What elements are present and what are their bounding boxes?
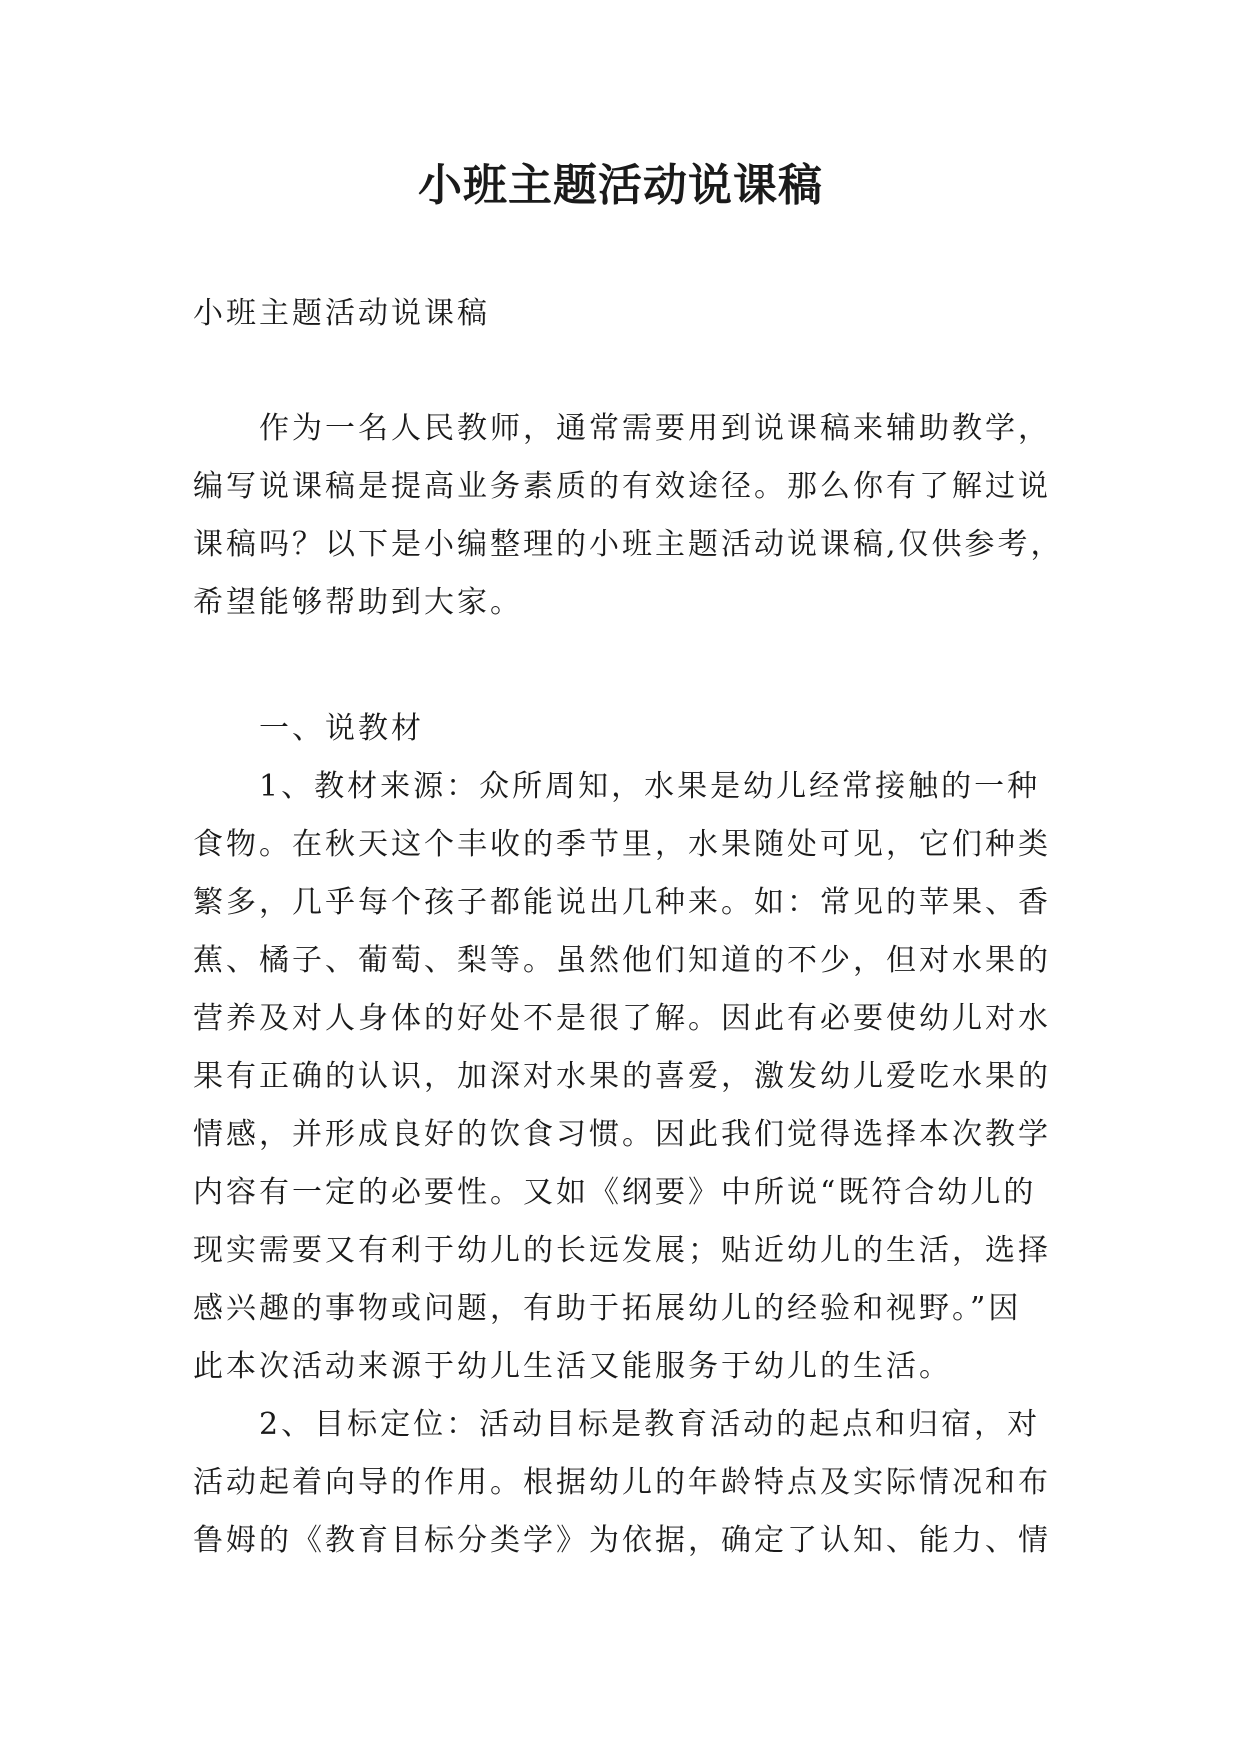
paragraph-line: 现实需要又有利于幼儿的长远发展；贴近幼儿的生活，选择	[193, 1233, 1051, 1268]
paragraph-line: 2、目标定位：活动目标是教育活动的起点和归宿，对	[193, 1407, 1041, 1442]
paragraph-line: 繁多，几乎每个孩子都能说出几种来。如：常见的苹果、香	[193, 885, 1051, 920]
document-subtitle: 小班主题活动说课稿	[193, 296, 490, 331]
paragraph-line: 活动起着向导的作用。根据幼儿的年龄特点及实际情况和布	[193, 1465, 1051, 1500]
paragraph-line: 内容有一定的必要性。又如《纲要》中所说“既符合幼儿的	[193, 1175, 1037, 1210]
paragraph-line: 营养及对人身体的好处不是很了解。因此有必要使幼儿对水	[193, 1001, 1051, 1036]
intro-line: 课稿吗？以下是小编整理的小班主题活动说课稿,仅供参考，	[193, 527, 1064, 562]
goal-positioning-paragraph	[193, 1396, 1055, 1570]
intro-line: 编写说课稿是提高业务素质的有效途径。那么你有了解过说	[193, 469, 1051, 504]
intro-line: 作为一名人民教师，通常需要用到说课稿来辅助教学，	[193, 411, 1051, 446]
paragraph-line: 感兴趣的事物或问题，有助于拓展幼儿的经验和视野。”因	[193, 1291, 1022, 1326]
paragraph-line: 此本次活动来源于幼儿生活又能服务于幼儿的生活。	[193, 1349, 952, 1384]
section-heading: 一、说教材	[193, 711, 424, 746]
paragraph-line: 鲁姆的《教育目标分类学》为依据，确定了认知、能力、情	[193, 1523, 1051, 1558]
paragraph-line: 食物。在秋天这个丰收的季节里，水果随处可见，它们种类	[193, 827, 1051, 862]
paragraph-line: 情感，并形成良好的饮食习惯。因此我们觉得选择本次教学	[193, 1117, 1051, 1152]
paragraph-line: 果有正确的认识，加深对水果的喜爱，激发幼儿爱吃水果的	[193, 1059, 1051, 1094]
paragraph-line: 1、教材来源：众所周知，水果是幼儿经常接触的一种	[193, 769, 1041, 804]
document-title: 小班主题活动说课稿	[418, 160, 823, 211]
paragraph-line: 蕉、橘子、葡萄、梨等。虽然他们知道的不少，但对水果的	[193, 943, 1051, 978]
intro-line: 希望能够帮助到大家。	[193, 585, 523, 620]
intro-paragraph	[193, 400, 1064, 632]
material-source-paragraph	[193, 758, 1055, 1396]
